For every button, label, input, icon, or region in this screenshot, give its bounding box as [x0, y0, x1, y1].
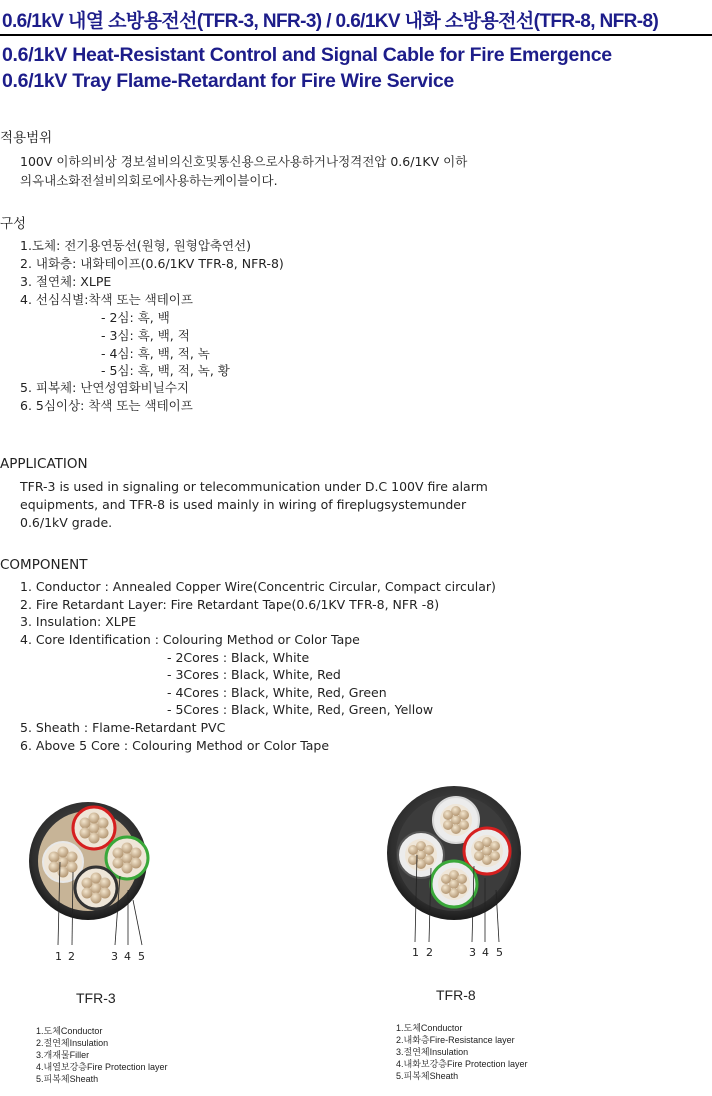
structure-item: 2. 내화층: 내화테이프(0.6/1KV TFR-8, NFR-8)	[20, 256, 284, 271]
structure-subitem: - 4심: 흑, 백, 적, 녹	[101, 346, 210, 361]
structure-item: 6. 5심이상: 착색 또는 색테이프	[20, 398, 193, 413]
tfr3-legend-item: 5.피복체Sheath	[36, 1074, 99, 1084]
structure-subitem: - 5심: 흑, 백, 적, 녹, 황	[101, 363, 230, 378]
tfr8-legend-item: 3.절연체Insulation	[396, 1047, 469, 1057]
structure-item: 4. 선심식별:착색 또는 색테이프	[20, 292, 193, 307]
tfr3-label-3: 3	[111, 950, 118, 963]
component-subitem: - 5Cores : Black, White, Red, Green, Yellow	[167, 702, 434, 717]
tfr3-label-1: 1	[55, 950, 62, 963]
tfr8-legend-item: 4.내화보강층Fire Protection layer	[396, 1059, 528, 1069]
component-item: 6. Above 5 Core : Colouring Method or Color Tape	[20, 738, 330, 753]
tfr3-legend-item: 3.개재물Filler	[36, 1050, 90, 1060]
component-subitem: - 3Cores : Black, White, Red	[167, 667, 341, 682]
structure-subitem: - 2심: 흑, 백	[101, 310, 170, 325]
structure-item: 1.도체: 전기용연동선(원형, 원형압축연선)	[20, 238, 252, 253]
tfr8-label-2: 2	[426, 946, 433, 959]
structure-item: 5. 피복체: 난연성염화비닐수지	[20, 380, 189, 395]
tfr8-legend-item: 5.피복체Sheath	[396, 1071, 459, 1081]
english-title-line-1: 0.6/1kV Heat-Resistant Control and Signal Cable for Fire Emergence	[2, 44, 612, 66]
tfr8-label-4: 4	[482, 946, 489, 959]
tfr3-label-5: 5	[138, 950, 145, 963]
structure-item: 3. 절연체: XLPE	[20, 274, 112, 289]
tfr8-core-green	[431, 861, 477, 907]
tfr8-label-5: 5	[496, 946, 503, 959]
tfr8-label-3: 3	[469, 946, 476, 959]
scope-heading: 적용범위	[0, 130, 53, 146]
component-subitem: - 4Cores : Black, White, Red, Green	[167, 685, 387, 700]
tfr3-legend-item: 2.절연체Insulation	[36, 1038, 109, 1048]
application-line: TFR-3 is used in signaling or telecommunication under D.C 100V fire alarm	[20, 479, 488, 494]
structure-subitem: - 3심: 흑, 백, 적	[101, 328, 190, 343]
application-line: 0.6/1kV grade.	[20, 515, 113, 530]
tfr3-legend-item: 4.내열보강층Fire Protection layer	[36, 1062, 168, 1072]
tfr3-label-2: 2	[68, 950, 75, 963]
tfr8-legend-item: 2.내화층Fire-Resistance layer	[396, 1035, 515, 1045]
tfr3-legend-item: 1.도체Conductor	[36, 1026, 103, 1036]
korean-title: 0.6/1kV 내열 소방용전선(TFR-3, NFR-3) / 0.6/1KV 내화 소방용전선(TFR-8, NFR-8)	[2, 11, 659, 32]
structure-heading: 구성	[0, 216, 27, 232]
application-line: equipments, and TFR-8 is used mainly in wiring of fireplugsystemunder	[20, 497, 467, 512]
component-item: 3. Insulation: XLPE	[20, 614, 137, 629]
component-heading: COMPONENT	[0, 557, 88, 573]
scope-line: 의옥내소화전설비의회로에사용하는케이블이다.	[20, 173, 278, 188]
tfr8-caption: TFR-8	[436, 987, 476, 1003]
tfr8-legend-item: 1.도체Conductor	[396, 1023, 463, 1033]
component-item: 1. Conductor : Annealed Copper Wire(Concentric Circular, Compact circular)	[20, 579, 496, 594]
component-item: 5. Sheath : Flame-Retardant PVC	[20, 720, 226, 735]
application-heading: APPLICATION	[0, 456, 88, 472]
component-item: 2. Fire Retardant Layer: Fire Retardant Tape(0.6/1KV TFR-8, NFR -8)	[20, 597, 440, 612]
component-item: 4. Core Identification : Colouring Method or Color Tape	[20, 632, 360, 647]
tfr3-caption: TFR-3	[76, 990, 116, 1006]
scope-line: 100V 이하의비상 경보설비의신호및통신용으로사용하거나정격전압 0.6/1KV 이하	[20, 154, 468, 169]
tfr8-label-1: 1	[412, 946, 419, 959]
english-title-line-2: 0.6/1kV Tray Flame-Retardant for Fire Wire Service	[2, 70, 454, 92]
component-subitem: - 2Cores : Black, White	[167, 650, 310, 665]
tfr3-label-4: 4	[124, 950, 131, 963]
